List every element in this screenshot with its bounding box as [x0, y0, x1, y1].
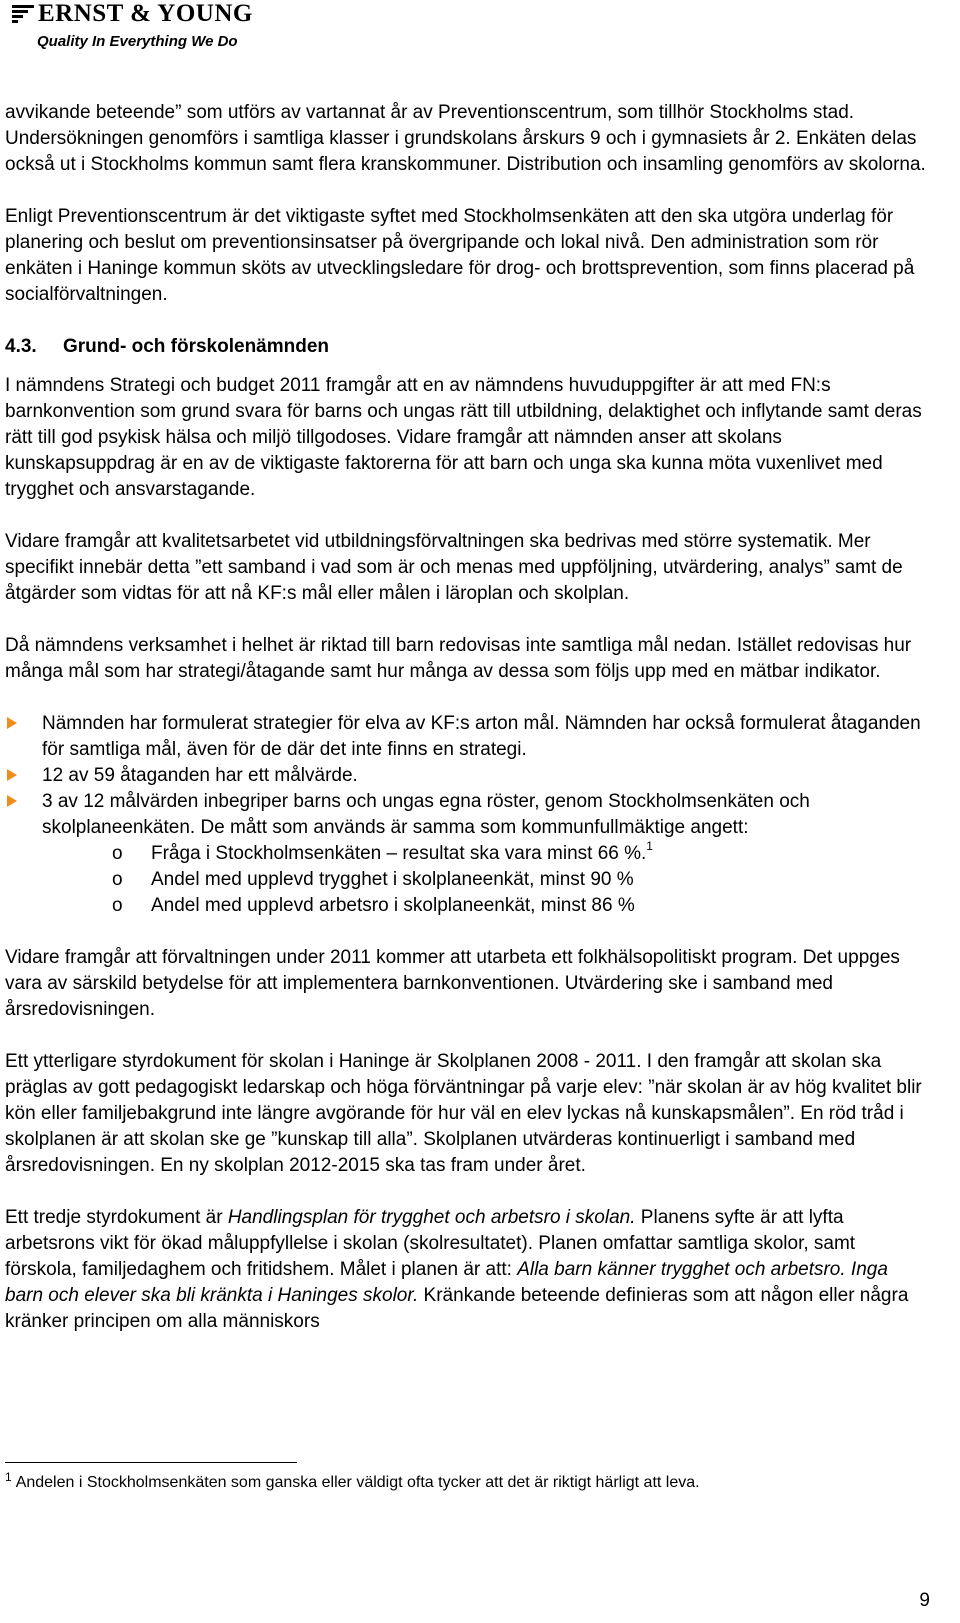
paragraph: Vidare framgår att förvaltningen under 2011 kommer att utarbeta ett folkhälsopolitiskt program. Det uppges vara av särskild betydelse för att implementera barnkonventionen. Utvärdering ske i samband med årsredovisningen. [5, 947, 900, 1020]
section-title: Grund- och förskolenämnden [63, 336, 330, 357]
triangle-bullet-icon [7, 769, 17, 781]
footnote-text: Andelen i Stockholmsenkäten som ganska eller väldigt ofta tycker att det är riktigt härligt att leva. [15, 1474, 700, 1491]
list-item [5, 711, 930, 763]
paragraph: avvikande beteende” som utförs av vartannat år av Preventionscentrum, som tillhör Stockholms stad. Undersökningen genomförs i samtliga klasser i grundskolans årskurs 9 och i gymnasiets år 2. Enkäten delas också ut i Stockholms kommun samt flera kranskommuner. Distribution och insamling genomförs av skolorna. [5, 102, 926, 175]
triangle-bullet-icon [7, 717, 17, 729]
logo-tagline: Quality In Everything We Do [37, 33, 238, 50]
circle-bullet-icon: o [112, 895, 123, 916]
footnote-number: 1 [5, 1470, 12, 1484]
page-number: 9 [919, 1590, 930, 1611]
list-item [5, 789, 930, 919]
paragraph: Enligt Preventionscentrum är det viktigaste syftet med Stockholmsenkäten att den ska utgöra underlag för planering och beslut om preventionsinsatser på övergripande och lokal nivå. Den administration som rör enkäten i Haninge kommun sköts av utvecklingsledare för drog- och brottsprevention, som finns placerad på socialförvaltningen. [5, 206, 915, 305]
list-item-text: 3 av 12 målvärden inbegriper barns och ungas egna röster, genom Stockholmsenkäten och skolplaneenkäten. De mått som används är samma som kommunfullmäktige angett: [42, 791, 810, 838]
list-item [5, 763, 930, 789]
document-title-italic: Handlingsplan för trygghet och arbetsro i skolan. [227, 1207, 636, 1228]
paragraph: Ett ytterligare styrdokument för skolan i Haninge är Skolplanen 2008 - 2011. I den framgår att skolan ska präglas av gott pedagogiskt ledarskap och höga förväntningar på varje elev: ”när skolan är av hög kvalitet blir kön eller familjebakgrund inte längre avgörande för hur väl en elev lyckas nå kunskapsmålen”. En röd tråd i skolplanen är att skolan ske ge ”kunskap till alla”. Skolplanen utvärderas kontinuerligt i samband med årsredovisningen. En ny skolplan 2012-2015 ska tas fram under året. [5, 1051, 922, 1176]
section-number: 4.3. [5, 336, 37, 357]
paragraph-text: Ett tredje styrdokument är [5, 1207, 228, 1228]
circle-bullet-icon: o [112, 869, 123, 890]
bullet-list [5, 711, 930, 919]
paragraph: Vidare framgår att kvalitetsarbetet vid utbildningsförvaltningen ska bedrivas med större systematik. Mer specifikt innebär detta ”ett samband i vad som är och menas med uppföljning, utvärdering, analys” samt de åtgärder som vidtas för att nå KF:s mål eller målen i läroplan och skolplan. [5, 531, 903, 604]
sub-list [42, 838, 930, 919]
logo-name: ERNST & YOUNG [38, 0, 253, 27]
footnote [5, 1472, 930, 1494]
paragraph: Då nämndens verksamhet i helhet är riktad till barn redovisas inte samtliga mål nedan. Istället redovisas hur många mål som har strategi/åtagande samt hur många av dessa som följs upp med en mätbar indikator. [5, 635, 912, 682]
logo-mark-icon [12, 5, 34, 25]
list-item-text: 12 av 59 åtaganden har ett målvärde. [42, 765, 358, 786]
paragraph [5, 1205, 930, 1335]
sub-list-item [112, 838, 930, 867]
sub-list-item-text: Fråga i Stockholmsenkäten – resultat ska vara minst 66 %. [151, 843, 647, 864]
sub-list-item-text: Andel med upplevd arbetsro i skolplaneenkät, minst 86 % [151, 895, 635, 916]
paragraph-text: Planens syfte är att lyfta arbetsrons vikt för ökad måluppfyllelse i skolan (skolresultatet). Planen omfattar samtliga skolor, samt förskola, familjedaghem och fritidshem. Målet i planen är att: [5, 1207, 856, 1280]
company-logo [0, 0, 260, 60]
paragraph: I nämndens Strategi och budget 2011 framgår att en av nämndens huvuduppgifter är att med FN:s barnkonvention som grund svara för barns och ungas rätt till utbildning, delaktighet och inflytande samt deras rätt till god psykisk hälsa och miljö tillgodoses. Vidare framgår att nämnden anser att skolans kunskapsuppdrag är en av de viktigaste faktorerna för att barn och unga ska kunna möta vuxenlivet med trygghet och ansvarstagande. [5, 375, 922, 500]
footnote-reference[interactable]: 1 [646, 838, 653, 853]
sub-list-item [112, 867, 930, 893]
sub-list-item-text: Andel med upplevd trygghet i skolplaneenkät, minst 90 % [151, 869, 634, 890]
list-item-text: Nämnden har formulerat strategier för elva av KF:s arton mål. Nämnden har också formulerat åtaganden för samtliga mål, även för de där det inte finns en strategi. [42, 713, 921, 760]
section-heading [5, 334, 930, 360]
footnote-divider [5, 1462, 297, 1463]
circle-bullet-icon: o [112, 843, 123, 864]
sub-list-item [112, 893, 930, 919]
document-body [5, 100, 930, 1335]
triangle-bullet-icon [7, 795, 17, 807]
paragraph-text: Kränkande beteende definieras som att någon eller några kränker principen om alla människors [5, 1285, 909, 1332]
goal-quote-italic: Alla barn känner trygghet och arbetsro. Inga barn och elever ska bli kränkta i Haninges skolor. [5, 1259, 888, 1306]
